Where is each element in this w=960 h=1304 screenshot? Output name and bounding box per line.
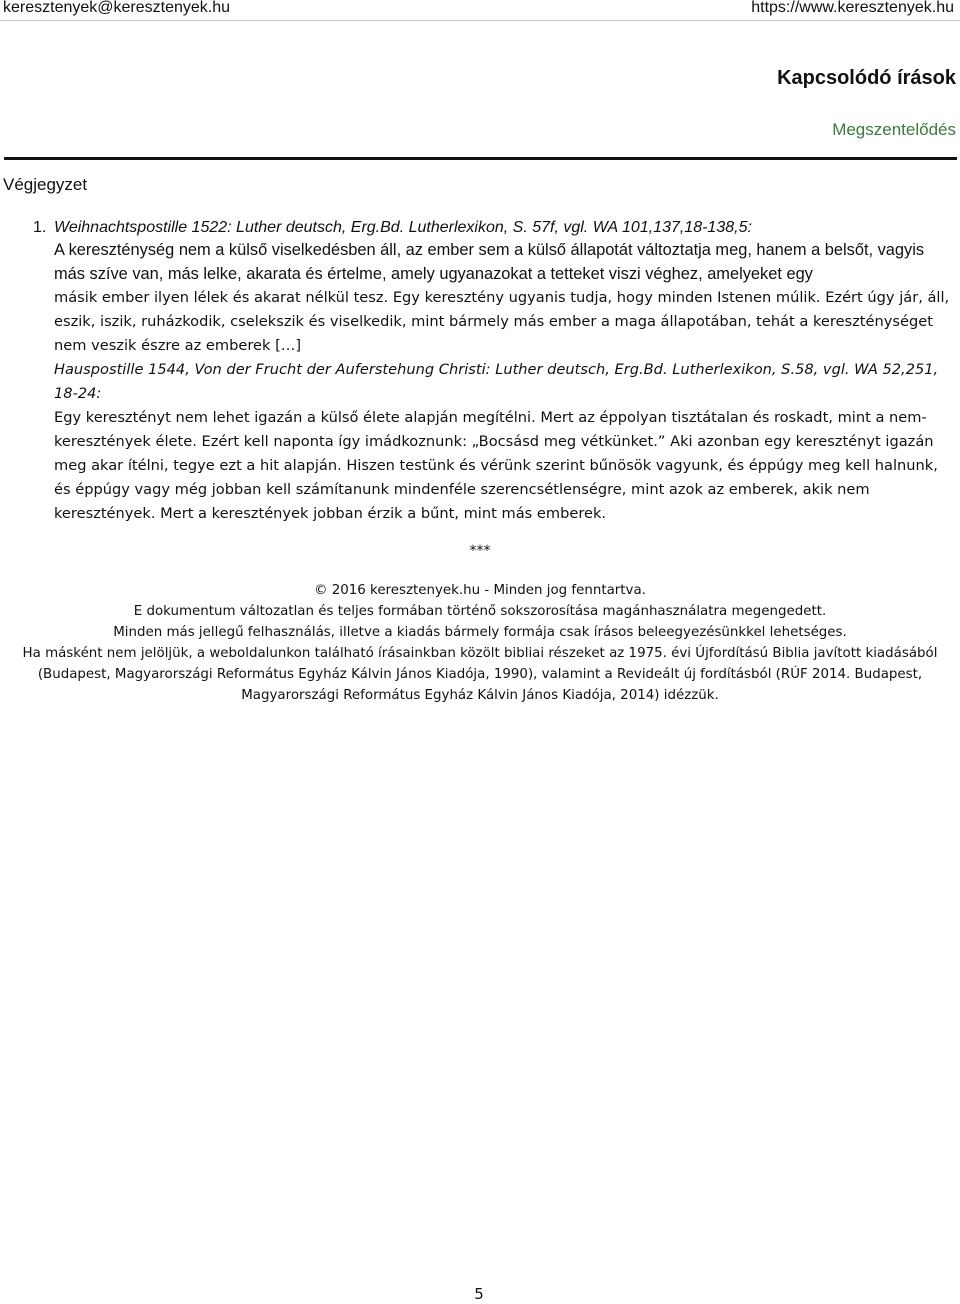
endnote-quote-1-part-1: A kereszténység nem a külső viselkedésben áll, az ember sem a külső állapotát változtatja meg, hanem a belsőt, vagyis más szíve van, más lelke, akarata és értelme, amely ugyanazokat a tetteket viszi véghez, amelyeket egy [54,241,925,283]
endnotes-title: Végjegyzet [3,175,88,194]
endnote-reference-2: Hauspostille 1544, Von der Frucht der Auferstehung Christi: Luther deutsch, Erg.Bd. Lutherlexikon, S.58, vgl. WA 52,251, 18-24: [54,361,939,402]
footer-copyright: © 2016 keresztenyek.hu - Minden jog fenntartva. [314,583,646,598]
footer-copy-permission: E dokumentum változatlan és teljes formában történő sokszorosítása magánhasználatra megengedett. [133,604,827,619]
related-articles-title: Kapcsolódó írások [777,67,956,89]
endnote-reference-1: Weihnachtspostille 1522: Luther deutsch, Erg.Bd. Lutherlexikon, S. 57f, vgl. WA 101,137,18-138,5: [54,219,752,236]
page-number: 5 [474,1285,484,1303]
endnote-number: 1. [33,219,47,236]
related-divider [4,157,957,160]
header-email-link[interactable]: keresztenyek@keresztenyek.hu [3,0,231,16]
footer-usage-restriction: Minden más jellegű felhasználás, illetve a kiadás bármely formája csak írásos beleegyezésünkkel lehetséges. [113,625,847,640]
header-website-link[interactable]: https://www.keresztenyek.hu [751,0,954,16]
endnote-quote-2: Egy keresztényt nem lehet igazán a külső élete alapján megítélni. Mert az éppolyan tisztátalan és roskadt, mint a nem-keresztények élete. Ezért kell naponta így imádkoznunk: „Bocsásd meg vétkünket.” Aki azonban egy keresztényt igazán meg akar ítélni, tegye ezt a hit alapján. Hiszen testünk és vérünk szerint bűnösök vagyunk, és éppúgy meg kell halnunk, és éppúgy vagy még jobban kell számítanunk mindenféle szerencsétlenségre, mint azok az emberek, akik nem keresztények. Mert a keresztények jobban érzik a bűnt, mint más emberek. [54,409,938,522]
related-article-link[interactable]: Megszentelődés [832,120,956,139]
header-divider [0,20,960,21]
endnote-quote-1-part-2: másik ember ilyen lélek és akarat nélkül tesz. Egy keresztény ugyanis tudja, hogy minden Istenen múlik. Ezért úgy jár, áll, eszik, iszik, ruházkodik, cselekszik és viselkedik, mint bármely más ember a maga állapotában, tehát a kereszténységet nem veszik észre az emberek […] [54,289,950,354]
section-separator: *** [469,543,491,559]
footer [0,580,960,706]
footer-bible-source-note: Ha másként nem jelöljük, a weboldalunkon található írásainkban közölt bibliai részeket az 1975. évi Újfordítású Biblia javított kiadásából (Budapest, Magyarországi Református Egyház Kálvin János Kiadója, 1990), valamint a Revideált új fordításból (RÚF 2014. Budapest, Magyarországi Református Egyház Kálvin János Kiadója, 2014) idézzük. [22,646,938,703]
endnote-item [54,218,952,526]
